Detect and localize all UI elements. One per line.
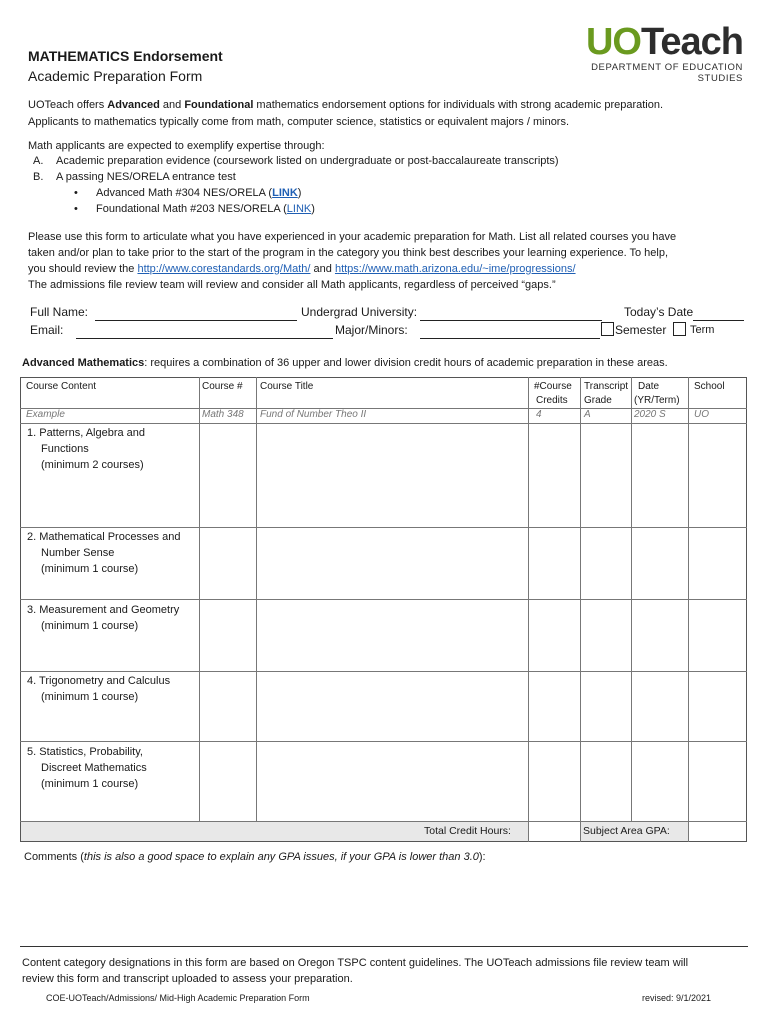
instructions-line-2: taken and/or plan to take prior to the start of the program in the category you think best describes your learning experience. To help, <box>28 247 669 259</box>
category-5: 5. Statistics, Probability, Discreet Mathematics (minimum 1 course) <box>27 746 147 790</box>
category-3: 3. Measurement and Geometry (minimum 1 course) <box>27 604 180 632</box>
instructions-line-1: Please use this form to articulate what you have experienced in your academic preparation for Math. List all related courses you have <box>28 231 677 243</box>
intro-line-1: UOTeach offers Advanced and Foundational mathematics endorsement options for individuals with strong academic preparation. <box>28 99 664 111</box>
header-grade-1: Transcript <box>584 381 629 392</box>
col-divider <box>688 377 689 842</box>
email-field[interactable] <box>76 338 333 339</box>
term-label: Term <box>690 324 715 336</box>
col-divider <box>580 377 581 842</box>
header-course-title: Course Title <box>260 381 314 392</box>
list-marker-a: A. <box>33 155 44 167</box>
row-divider <box>20 423 747 424</box>
row-divider <box>20 741 747 742</box>
majors-label: Major/Minors: <box>335 323 408 337</box>
instructions-line-4: The admissions file review team will review and consider all Math applicants, regardless of perceived “gaps.” <box>28 279 556 291</box>
example-school: UO <box>694 409 709 420</box>
header-credits-2: Credits <box>536 395 568 406</box>
intro-line-2: Applicants to mathematics typically come from math, computer science, statistics or equivalent majors / minors. <box>28 116 570 128</box>
footer-note-2: review this form and transcript uploaded to assess your preparation. <box>22 973 353 985</box>
advanced-link[interactable]: LINK <box>272 187 298 199</box>
example-content: Example <box>26 409 65 420</box>
bullet-advanced: Advanced Math #304 NES/ORELA (LINK) <box>96 187 302 199</box>
header-course-number: Course # <box>202 381 243 392</box>
bullet-icon: • <box>74 203 78 215</box>
semester-label: Semester <box>615 323 667 337</box>
bullet-icon: • <box>74 187 78 199</box>
header-grade-2: Grade <box>584 395 612 406</box>
list-marker-b: B. <box>33 171 44 183</box>
advanced-statement: Advanced Mathematics: requires a combination of 36 upper and lower division credit hours of academic preparation in these areas. <box>22 357 668 369</box>
header-credits-1: #Course <box>534 381 572 392</box>
bullet-foundational: Foundational Math #203 NES/ORELA (LINK) <box>96 203 315 215</box>
logo-uo: UO <box>585 21 641 63</box>
row-divider <box>20 671 747 672</box>
date-label: Today’s Date <box>624 305 694 319</box>
example-title: Fund of Number Theo II <box>260 409 367 420</box>
header-school: School <box>694 381 725 392</box>
example-number: Math 348 <box>202 409 244 420</box>
category-4: 4. Trigonometry and Calculus (minimum 1 course) <box>27 675 171 703</box>
footer-divider <box>20 946 748 947</box>
row-divider <box>20 821 747 822</box>
expertise-lead: Math applicants are expected to exemplify expertise through: <box>28 140 325 152</box>
footer-revised: revised: 9/1/2021 <box>642 993 712 1003</box>
comments-area[interactable] <box>24 868 744 942</box>
email-label: Email: <box>30 323 64 337</box>
row-divider <box>20 599 747 600</box>
majors-field[interactable] <box>420 338 600 339</box>
list-item-b: A passing NES/ORELA entrance test <box>56 171 236 183</box>
header-date-1: Date <box>638 381 660 392</box>
total-credit-hours-label: Total Credit Hours: <box>424 825 511 837</box>
university-field[interactable] <box>420 320 602 321</box>
row-divider <box>20 527 747 528</box>
footer-note-1: Content category designations in this form are based on Oregon TSPC content guidelines. The UOTeach admissions file review team will <box>22 957 689 969</box>
header-date-2: (YR/Term) <box>634 395 680 406</box>
instructions-line-3: you should review the http://www.corestandards.org/Math/ and https://www.math.arizona.edu/~ime/progressions/ <box>28 263 576 275</box>
form-subtitle: Academic Preparation Form <box>28 68 203 84</box>
corestandards-link[interactable]: http://www.corestandards.org/Math/ <box>137 263 311 275</box>
col-divider <box>528 377 529 842</box>
footer-form-id: COE-UOTeach/Admissions/ Mid-High Academic Preparation Form <box>46 993 310 1003</box>
arizona-link[interactable]: https://www.math.arizona.edu/~ime/progressions/ <box>334 263 576 275</box>
list-item-a: Academic preparation evidence (coursework listed on undergraduate or post-baccalaureate transcripts) <box>56 155 559 167</box>
university-label: Undergrad University: <box>301 305 418 319</box>
example-credits: 4 <box>536 409 542 420</box>
date-field[interactable] <box>693 320 744 321</box>
subject-gpa-label: Subject Area GPA: <box>583 825 670 837</box>
semester-checkbox[interactable] <box>601 322 614 336</box>
term-checkbox[interactable] <box>673 322 686 336</box>
example-date: 2020 S <box>634 409 666 420</box>
category-1: 1. Patterns, Algebra and Functions (minimum 2 courses) <box>27 427 146 471</box>
header-course-content: Course Content <box>26 381 97 392</box>
logo-department: DEPARTMENT OF EDUCATION STUDIES <box>591 62 743 84</box>
category-2: 2. Mathematical Processes and Number Sense (minimum 1 course) <box>27 531 181 575</box>
logo-teach: Teach <box>640 21 743 63</box>
foundational-link[interactable]: LINK <box>286 203 312 215</box>
full-name-label: Full Name: <box>30 305 89 319</box>
full-name-field[interactable] <box>95 320 297 321</box>
uoteach-logo <box>553 22 743 84</box>
comments-label: Comments (this is also a good space to explain any GPA issues, if your GPA is lower than 3.0): <box>24 851 486 863</box>
form-title: MATHEMATICS Endorsement <box>28 48 223 64</box>
example-grade: A <box>584 409 591 420</box>
